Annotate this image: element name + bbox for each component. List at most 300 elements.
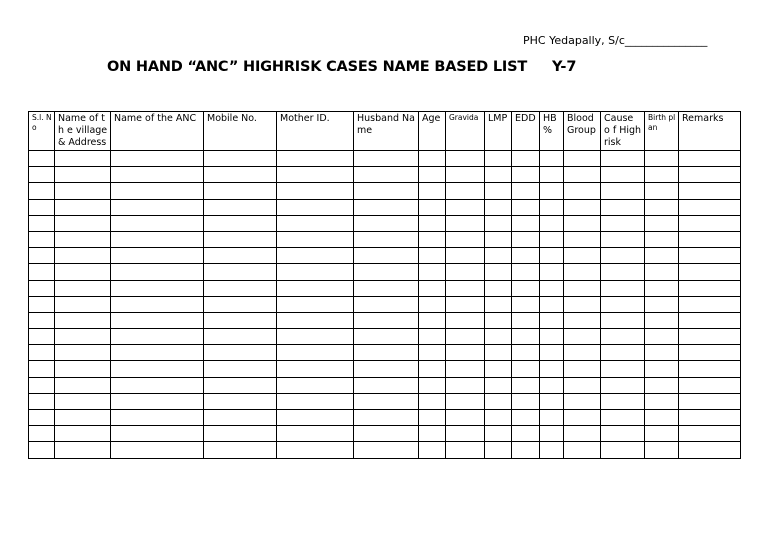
cell-husband[interactable] xyxy=(354,329,419,345)
table-row xyxy=(29,345,741,361)
cell-edd[interactable] xyxy=(512,345,540,361)
cell-hb[interactable] xyxy=(540,280,564,296)
cell-birth-plan[interactable] xyxy=(645,215,679,231)
cell-edd[interactable] xyxy=(512,167,540,183)
cell-remarks[interactable] xyxy=(679,410,741,426)
cell-village-address[interactable] xyxy=(55,442,111,458)
cell-birth-plan[interactable] xyxy=(645,264,679,280)
cell-husband[interactable] xyxy=(354,264,419,280)
cell-sl-no[interactable] xyxy=(29,329,55,345)
cell-edd[interactable] xyxy=(512,231,540,247)
cell-edd[interactable] xyxy=(512,442,540,458)
cell-mother-id[interactable] xyxy=(277,151,354,167)
cell-lmp[interactable] xyxy=(485,199,512,215)
cell-hb[interactable] xyxy=(540,426,564,442)
cell-lmp[interactable] xyxy=(485,231,512,247)
cell-cause[interactable] xyxy=(601,312,645,328)
cell-blood-group[interactable] xyxy=(564,410,601,426)
cell-age[interactable] xyxy=(419,167,446,183)
cell-sl-no[interactable] xyxy=(29,312,55,328)
cell-mobile[interactable] xyxy=(204,296,277,312)
cell-age[interactable] xyxy=(419,296,446,312)
cell-age[interactable] xyxy=(419,329,446,345)
cell-cause[interactable] xyxy=(601,442,645,458)
cell-edd[interactable] xyxy=(512,426,540,442)
cell-age[interactable] xyxy=(419,215,446,231)
cell-remarks[interactable] xyxy=(679,442,741,458)
cell-blood-group[interactable] xyxy=(564,280,601,296)
cell-village-address[interactable] xyxy=(55,231,111,247)
cell-blood-group[interactable] xyxy=(564,329,601,345)
cell-blood-group[interactable] xyxy=(564,426,601,442)
cell-mobile[interactable] xyxy=(204,183,277,199)
cell-gravida[interactable] xyxy=(446,280,485,296)
cell-birth-plan[interactable] xyxy=(645,345,679,361)
cell-gravida[interactable] xyxy=(446,361,485,377)
cell-mother-id[interactable] xyxy=(277,410,354,426)
cell-mother-id[interactable] xyxy=(277,199,354,215)
cell-blood-group[interactable] xyxy=(564,151,601,167)
cell-anc-name[interactable] xyxy=(111,345,204,361)
cell-birth-plan[interactable] xyxy=(645,151,679,167)
cell-cause[interactable] xyxy=(601,215,645,231)
cell-lmp[interactable] xyxy=(485,248,512,264)
cell-gravida[interactable] xyxy=(446,410,485,426)
cell-sl-no[interactable] xyxy=(29,410,55,426)
cell-village-address[interactable] xyxy=(55,312,111,328)
cell-sl-no[interactable] xyxy=(29,345,55,361)
cell-husband[interactable] xyxy=(354,296,419,312)
cell-gravida[interactable] xyxy=(446,183,485,199)
cell-sl-no[interactable] xyxy=(29,361,55,377)
cell-remarks[interactable] xyxy=(679,377,741,393)
table-row xyxy=(29,183,741,199)
cell-blood-group[interactable] xyxy=(564,312,601,328)
cell-remarks[interactable] xyxy=(679,296,741,312)
cell-sl-no[interactable] xyxy=(29,183,55,199)
cell-cause[interactable] xyxy=(601,167,645,183)
cell-blood-group[interactable] xyxy=(564,442,601,458)
cell-edd[interactable] xyxy=(512,296,540,312)
cell-age[interactable] xyxy=(419,151,446,167)
cell-remarks[interactable] xyxy=(679,329,741,345)
cell-blood-group[interactable] xyxy=(564,377,601,393)
cell-mobile[interactable] xyxy=(204,329,277,345)
cell-village-address[interactable] xyxy=(55,248,111,264)
cell-cause[interactable] xyxy=(601,231,645,247)
cell-gravida[interactable] xyxy=(446,393,485,409)
cell-mobile[interactable] xyxy=(204,248,277,264)
cell-village-address[interactable] xyxy=(55,393,111,409)
cell-age[interactable] xyxy=(419,345,446,361)
cell-cause[interactable] xyxy=(601,199,645,215)
cell-birth-plan[interactable] xyxy=(645,248,679,264)
cell-blood-group[interactable] xyxy=(564,393,601,409)
cell-sl-no[interactable] xyxy=(29,442,55,458)
cell-age[interactable] xyxy=(419,377,446,393)
cell-sl-no[interactable] xyxy=(29,167,55,183)
cell-lmp[interactable] xyxy=(485,183,512,199)
cell-anc-name[interactable] xyxy=(111,410,204,426)
cell-mobile[interactable] xyxy=(204,410,277,426)
cell-remarks[interactable] xyxy=(679,280,741,296)
cell-cause[interactable] xyxy=(601,280,645,296)
col-header-hb: HB % xyxy=(540,112,564,151)
cell-husband[interactable] xyxy=(354,377,419,393)
cell-birth-plan[interactable] xyxy=(645,442,679,458)
col-header-husband-name: Husband Name xyxy=(354,112,419,151)
cell-remarks[interactable] xyxy=(679,231,741,247)
cell-lmp[interactable] xyxy=(485,377,512,393)
cell-village-address[interactable] xyxy=(55,345,111,361)
cell-mobile[interactable] xyxy=(204,377,277,393)
cell-sl-no[interactable] xyxy=(29,151,55,167)
cell-gravida[interactable] xyxy=(446,426,485,442)
cell-birth-plan[interactable] xyxy=(645,312,679,328)
cell-mother-id[interactable] xyxy=(277,280,354,296)
col-header-birth-plan: Birth plan xyxy=(645,112,679,151)
cell-husband[interactable] xyxy=(354,167,419,183)
cell-husband[interactable] xyxy=(354,183,419,199)
cell-sl-no[interactable] xyxy=(29,215,55,231)
cell-remarks[interactable] xyxy=(679,215,741,231)
cell-edd[interactable] xyxy=(512,248,540,264)
cell-mother-id[interactable] xyxy=(277,442,354,458)
cell-husband[interactable] xyxy=(354,312,419,328)
cell-mobile[interactable] xyxy=(204,393,277,409)
cell-sl-no[interactable] xyxy=(29,248,55,264)
cell-age[interactable] xyxy=(419,280,446,296)
cell-mobile[interactable] xyxy=(204,167,277,183)
col-header-sl-no: S.l. No xyxy=(29,112,55,151)
cell-mobile[interactable] xyxy=(204,199,277,215)
cell-birth-plan[interactable] xyxy=(645,393,679,409)
cell-birth-plan[interactable] xyxy=(645,296,679,312)
cell-village-address[interactable] xyxy=(55,167,111,183)
cell-mother-id[interactable] xyxy=(277,312,354,328)
cell-mobile[interactable] xyxy=(204,280,277,296)
cell-blood-group[interactable] xyxy=(564,264,601,280)
cell-gravida[interactable] xyxy=(446,296,485,312)
cell-anc-name[interactable] xyxy=(111,183,204,199)
cell-village-address[interactable] xyxy=(55,183,111,199)
cell-lmp[interactable] xyxy=(485,426,512,442)
cell-blood-group[interactable] xyxy=(564,361,601,377)
cell-gravida[interactable] xyxy=(446,231,485,247)
cell-lmp[interactable] xyxy=(485,410,512,426)
cell-birth-plan[interactable] xyxy=(645,167,679,183)
cell-cause[interactable] xyxy=(601,264,645,280)
cell-anc-name[interactable] xyxy=(111,248,204,264)
cell-husband[interactable] xyxy=(354,151,419,167)
cell-birth-plan[interactable] xyxy=(645,361,679,377)
cell-village-address[interactable] xyxy=(55,377,111,393)
cell-birth-plan[interactable] xyxy=(645,183,679,199)
cell-husband[interactable] xyxy=(354,231,419,247)
cell-gravida[interactable] xyxy=(446,199,485,215)
cell-age[interactable] xyxy=(419,183,446,199)
cell-village-address[interactable] xyxy=(55,329,111,345)
cell-gravida[interactable] xyxy=(446,329,485,345)
table-row xyxy=(29,329,741,345)
cell-husband[interactable] xyxy=(354,410,419,426)
cell-age[interactable] xyxy=(419,442,446,458)
cell-blood-group[interactable] xyxy=(564,296,601,312)
cell-village-address[interactable] xyxy=(55,199,111,215)
cell-sl-no[interactable] xyxy=(29,280,55,296)
cell-mother-id[interactable] xyxy=(277,248,354,264)
cell-edd[interactable] xyxy=(512,410,540,426)
cell-mobile[interactable] xyxy=(204,215,277,231)
cell-husband[interactable] xyxy=(354,215,419,231)
cell-age[interactable] xyxy=(419,361,446,377)
cell-hb[interactable] xyxy=(540,442,564,458)
cell-lmp[interactable] xyxy=(485,296,512,312)
cell-hb[interactable] xyxy=(540,264,564,280)
cell-anc-name[interactable] xyxy=(111,264,204,280)
cell-birth-plan[interactable] xyxy=(645,377,679,393)
cell-mother-id[interactable] xyxy=(277,377,354,393)
cell-birth-plan[interactable] xyxy=(645,329,679,345)
cell-age[interactable] xyxy=(419,410,446,426)
cell-gravida[interactable] xyxy=(446,248,485,264)
cell-sl-no[interactable] xyxy=(29,393,55,409)
table-row xyxy=(29,426,741,442)
cell-remarks[interactable] xyxy=(679,426,741,442)
cell-blood-group[interactable] xyxy=(564,183,601,199)
cell-village-address[interactable] xyxy=(55,410,111,426)
cell-lmp[interactable] xyxy=(485,361,512,377)
cell-cause[interactable] xyxy=(601,393,645,409)
cell-village-address[interactable] xyxy=(55,151,111,167)
cell-birth-plan[interactable] xyxy=(645,410,679,426)
cell-remarks[interactable] xyxy=(679,312,741,328)
cell-remarks[interactable] xyxy=(679,248,741,264)
cell-village-address[interactable] xyxy=(55,296,111,312)
cell-gravida[interactable] xyxy=(446,167,485,183)
cell-blood-group[interactable] xyxy=(564,231,601,247)
cell-mother-id[interactable] xyxy=(277,231,354,247)
cell-lmp[interactable] xyxy=(485,264,512,280)
cell-husband[interactable] xyxy=(354,426,419,442)
cell-mobile[interactable] xyxy=(204,361,277,377)
cell-edd[interactable] xyxy=(512,199,540,215)
table-row xyxy=(29,410,741,426)
table-row xyxy=(29,199,741,215)
cell-edd[interactable] xyxy=(512,312,540,328)
cell-age[interactable] xyxy=(419,199,446,215)
cell-sl-no[interactable] xyxy=(29,377,55,393)
cell-husband[interactable] xyxy=(354,280,419,296)
cell-remarks[interactable] xyxy=(679,393,741,409)
cell-mother-id[interactable] xyxy=(277,361,354,377)
cell-age[interactable] xyxy=(419,248,446,264)
cell-anc-name[interactable] xyxy=(111,361,204,377)
cell-cause[interactable] xyxy=(601,296,645,312)
cell-anc-name[interactable] xyxy=(111,442,204,458)
cell-gravida[interactable] xyxy=(446,151,485,167)
cell-remarks[interactable] xyxy=(679,151,741,167)
cell-hb[interactable] xyxy=(540,183,564,199)
cell-cause[interactable] xyxy=(601,183,645,199)
cell-gravida[interactable] xyxy=(446,377,485,393)
cell-anc-name[interactable] xyxy=(111,151,204,167)
cell-mother-id[interactable] xyxy=(277,345,354,361)
cell-gravida[interactable] xyxy=(446,215,485,231)
cell-husband[interactable] xyxy=(354,393,419,409)
cell-sl-no[interactable] xyxy=(29,199,55,215)
cell-blood-group[interactable] xyxy=(564,199,601,215)
cell-edd[interactable] xyxy=(512,183,540,199)
cell-age[interactable] xyxy=(419,264,446,280)
cell-blood-group[interactable] xyxy=(564,167,601,183)
cell-hb[interactable] xyxy=(540,199,564,215)
cell-cause[interactable] xyxy=(601,329,645,345)
cell-blood-group[interactable] xyxy=(564,345,601,361)
cell-lmp[interactable] xyxy=(485,167,512,183)
cell-lmp[interactable] xyxy=(485,312,512,328)
cell-cause[interactable] xyxy=(601,426,645,442)
cell-anc-name[interactable] xyxy=(111,280,204,296)
cell-anc-name[interactable] xyxy=(111,426,204,442)
cell-edd[interactable] xyxy=(512,361,540,377)
cell-anc-name[interactable] xyxy=(111,231,204,247)
cell-hb[interactable] xyxy=(540,329,564,345)
cell-mother-id[interactable] xyxy=(277,183,354,199)
cell-husband[interactable] xyxy=(354,199,419,215)
cell-age[interactable] xyxy=(419,231,446,247)
cell-cause[interactable] xyxy=(601,377,645,393)
cell-edd[interactable] xyxy=(512,377,540,393)
cell-hb[interactable] xyxy=(540,296,564,312)
cell-anc-name[interactable] xyxy=(111,199,204,215)
cell-mother-id[interactable] xyxy=(277,426,354,442)
cell-gravida[interactable] xyxy=(446,442,485,458)
cell-age[interactable] xyxy=(419,426,446,442)
cell-anc-name[interactable] xyxy=(111,215,204,231)
cell-lmp[interactable] xyxy=(485,442,512,458)
cell-cause[interactable] xyxy=(601,151,645,167)
cell-blood-group[interactable] xyxy=(564,248,601,264)
cell-edd[interactable] xyxy=(512,151,540,167)
cell-sl-no[interactable] xyxy=(29,231,55,247)
cell-lmp[interactable] xyxy=(485,215,512,231)
cell-mobile[interactable] xyxy=(204,312,277,328)
cell-village-address[interactable] xyxy=(55,361,111,377)
cell-birth-plan[interactable] xyxy=(645,280,679,296)
cell-anc-name[interactable] xyxy=(111,377,204,393)
cell-hb[interactable] xyxy=(540,345,564,361)
cell-mother-id[interactable] xyxy=(277,167,354,183)
cell-hb[interactable] xyxy=(540,312,564,328)
cell-edd[interactable] xyxy=(512,393,540,409)
cell-mobile[interactable] xyxy=(204,345,277,361)
cell-lmp[interactable] xyxy=(485,329,512,345)
cell-edd[interactable] xyxy=(512,264,540,280)
cell-mobile[interactable] xyxy=(204,231,277,247)
cell-hb[interactable] xyxy=(540,248,564,264)
cell-age[interactable] xyxy=(419,312,446,328)
page-title: ON HAND “ANC” HIGHRISK CASES NAME BASED LIST xyxy=(107,59,528,75)
cell-anc-name[interactable] xyxy=(111,329,204,345)
cell-hb[interactable] xyxy=(540,215,564,231)
cell-gravida[interactable] xyxy=(446,312,485,328)
cell-village-address[interactable] xyxy=(55,280,111,296)
cell-birth-plan[interactable] xyxy=(645,199,679,215)
cell-cause[interactable] xyxy=(601,248,645,264)
cell-remarks[interactable] xyxy=(679,345,741,361)
cell-hb[interactable] xyxy=(540,231,564,247)
cell-hb[interactable] xyxy=(540,410,564,426)
cell-husband[interactable] xyxy=(354,345,419,361)
cell-blood-group[interactable] xyxy=(564,215,601,231)
cell-sl-no[interactable] xyxy=(29,264,55,280)
cell-mobile[interactable] xyxy=(204,442,277,458)
cell-remarks[interactable] xyxy=(679,199,741,215)
cell-age[interactable] xyxy=(419,393,446,409)
cell-mobile[interactable] xyxy=(204,151,277,167)
cell-hb[interactable] xyxy=(540,393,564,409)
cell-edd[interactable] xyxy=(512,329,540,345)
cell-mother-id[interactable] xyxy=(277,329,354,345)
cell-lmp[interactable] xyxy=(485,280,512,296)
cell-remarks[interactable] xyxy=(679,167,741,183)
cell-mobile[interactable] xyxy=(204,426,277,442)
cell-edd[interactable] xyxy=(512,215,540,231)
cell-sl-no[interactable] xyxy=(29,296,55,312)
cell-mother-id[interactable] xyxy=(277,264,354,280)
cell-remarks[interactable] xyxy=(679,264,741,280)
col-header-mother-id: Mother ID. xyxy=(277,112,354,151)
cell-husband[interactable] xyxy=(354,248,419,264)
cell-birth-plan[interactable] xyxy=(645,426,679,442)
cell-hb[interactable] xyxy=(540,377,564,393)
cell-lmp[interactable] xyxy=(485,151,512,167)
cell-gravida[interactable] xyxy=(446,345,485,361)
cell-anc-name[interactable] xyxy=(111,393,204,409)
table-row xyxy=(29,215,741,231)
cell-birth-plan[interactable] xyxy=(645,231,679,247)
table-row xyxy=(29,280,741,296)
cell-remarks[interactable] xyxy=(679,183,741,199)
cell-husband[interactable] xyxy=(354,442,419,458)
cell-lmp[interactable] xyxy=(485,393,512,409)
cell-mother-id[interactable] xyxy=(277,393,354,409)
table-row xyxy=(29,248,741,264)
cell-hb[interactable] xyxy=(540,167,564,183)
cell-cause[interactable] xyxy=(601,410,645,426)
cell-cause[interactable] xyxy=(601,345,645,361)
cell-anc-name[interactable] xyxy=(111,296,204,312)
cell-lmp[interactable] xyxy=(485,345,512,361)
cell-mother-id[interactable] xyxy=(277,215,354,231)
cell-husband[interactable] xyxy=(354,361,419,377)
cell-sl-no[interactable] xyxy=(29,426,55,442)
cell-village-address[interactable] xyxy=(55,426,111,442)
cell-edd[interactable] xyxy=(512,280,540,296)
cell-village-address[interactable] xyxy=(55,264,111,280)
cell-cause[interactable] xyxy=(601,361,645,377)
cell-anc-name[interactable] xyxy=(111,167,204,183)
cell-remarks[interactable] xyxy=(679,361,741,377)
cell-hb[interactable] xyxy=(540,361,564,377)
cell-mother-id[interactable] xyxy=(277,296,354,312)
cell-hb[interactable] xyxy=(540,151,564,167)
cell-village-address[interactable] xyxy=(55,215,111,231)
cell-mobile[interactable] xyxy=(204,264,277,280)
cell-gravida[interactable] xyxy=(446,264,485,280)
cell-anc-name[interactable] xyxy=(111,312,204,328)
